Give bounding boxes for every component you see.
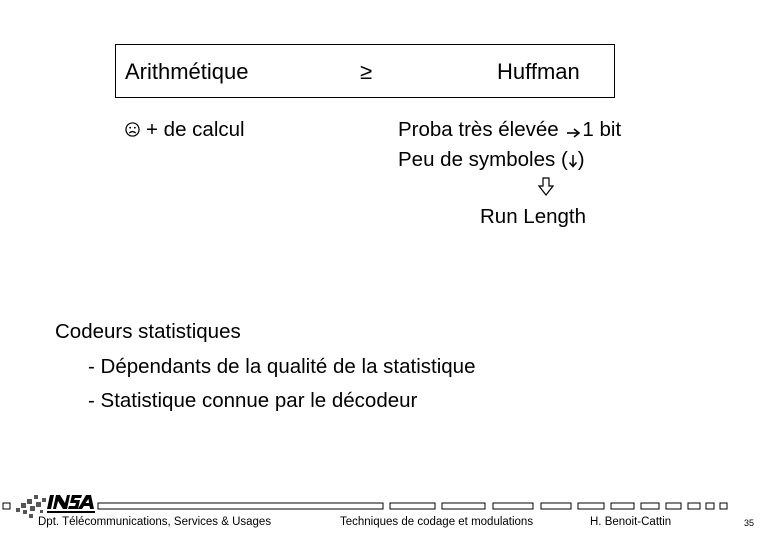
right-note-line2 — [398, 148, 585, 172]
right-note-line1-suffix: 1 bit — [582, 118, 622, 141]
comparison-left: Arithmétique — [125, 59, 249, 84]
right-note-line1-text: Proba très élevée — [398, 118, 559, 141]
frown-icon — [125, 122, 140, 137]
bullet-item: - Statistique connue par le décodeur — [88, 389, 418, 412]
left-note-text: + de calcul — [146, 118, 245, 141]
bullet-item: - Dépendants de la qualité de la statistique — [88, 355, 476, 378]
comparison-symbol: ≥ — [360, 59, 373, 84]
footer-author: H. Benoit-Cattin — [590, 516, 672, 528]
left-note — [125, 118, 245, 142]
footer-course: Techniques de codage et modulations — [340, 516, 534, 528]
right-note-line1 — [398, 118, 621, 142]
down-hollow-arrow-icon — [538, 177, 554, 196]
footer-bar — [0, 496, 780, 514]
run-length-result: Run Length — [480, 205, 587, 228]
arrow-down-icon — [568, 154, 578, 168]
page-number: 35 — [744, 518, 755, 528]
footer-department: Dpt. Télécommunications, Services & Usages — [38, 516, 272, 528]
right-note-line2-text: Peu de symboles ( — [398, 148, 568, 171]
arrow-right-icon — [566, 127, 581, 139]
right-note-line2-suffix: ) — [577, 148, 585, 171]
comparison-right: Huffman — [497, 59, 580, 84]
section-title: Codeurs statistiques — [55, 320, 241, 343]
